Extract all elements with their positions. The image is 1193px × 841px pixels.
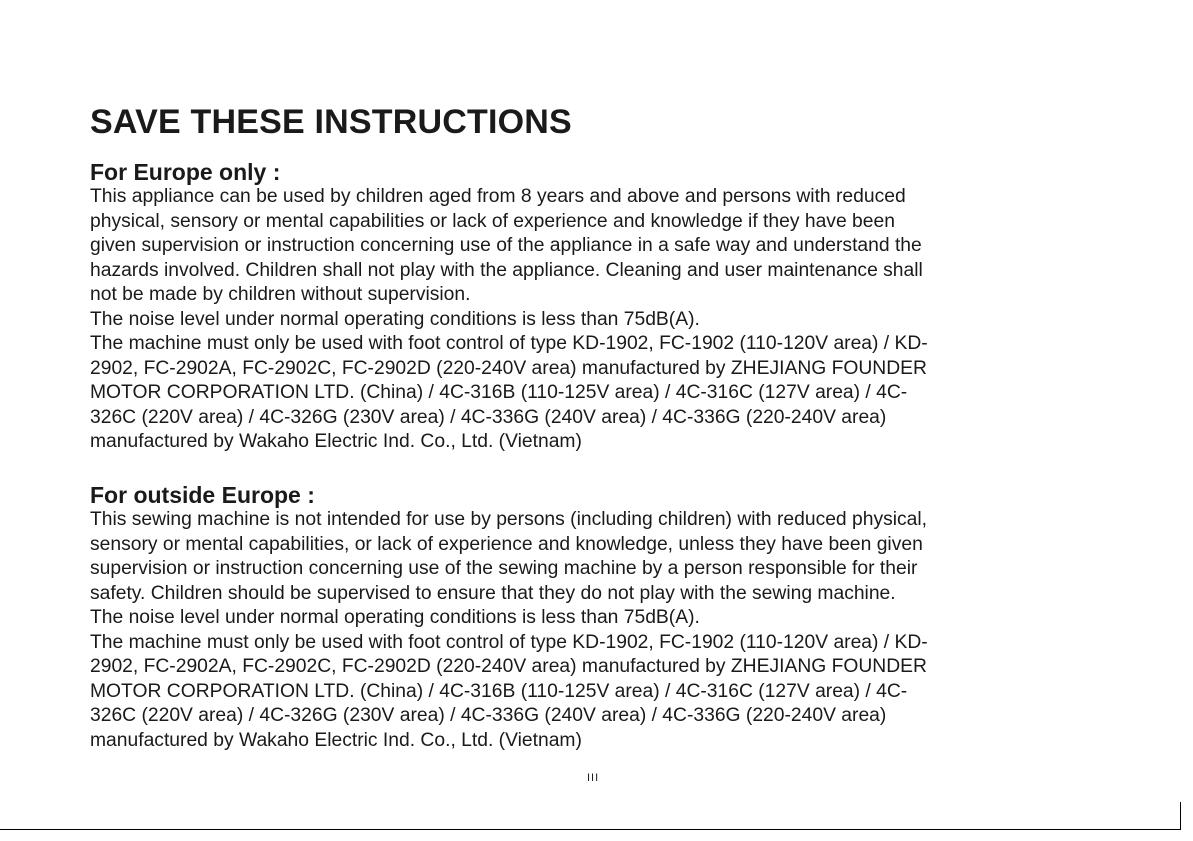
outside-europe-section-heading: For outside Europe :: [90, 482, 315, 508]
page-number: III: [587, 772, 600, 784]
outside-europe-line: safety. Children should be supervised to ensure that they do not play with the sewing machine.: [90, 582, 896, 604]
europe-section-body: [90, 185, 1100, 455]
bottom-divider: [0, 829, 1180, 830]
europe-line: not be made by children without supervision.: [90, 284, 471, 305]
corner-divider: [1180, 802, 1181, 830]
page-title: SAVE THESE INSTRUCTIONS: [90, 103, 572, 141]
outside-europe-section-body: [90, 508, 1100, 753]
outside-europe-line: supervision or instruction concerning use of the sewing machine by a person responsible for their: [90, 558, 918, 579]
outside-europe-line: 326C (220V area) / 4C-326G (230V area) / 4C-336G (240V area) / 4C-336G (220-240V area): [90, 705, 887, 726]
outside-europe-line: MOTOR CORPORATION LTD. (China) / 4C-316B (110-125V area) / 4C-316C (127V area) / 4C-: [90, 680, 908, 702]
europe-line: MOTOR CORPORATION LTD. (China) / 4C-316B (110-125V area) / 4C-316C (127V area) / 4C-: [90, 382, 908, 403]
outside-europe-line: The noise level under normal operating conditions is less than 75dB(A).: [90, 607, 700, 628]
europe-line: The noise level under normal operating conditions is less than 75dB(A).: [90, 308, 700, 330]
europe-line: manufactured by Wakaho Electric Ind. Co., Ltd. (Vietnam): [90, 431, 582, 452]
outside-europe-line: manufactured by Wakaho Electric Ind. Co., Ltd. (Vietnam): [90, 729, 582, 751]
outside-europe-line: sensory or mental capabilities, or lack of experience and knowledge, unless they have been given: [90, 533, 923, 555]
europe-line: physical, sensory or mental capabilities or lack of experience and knowledge if they have been: [90, 210, 895, 232]
outside-europe-line: 2902, FC-2902A, FC-2902C, FC-2902D (220-240V area) manufactured by ZHEJIANG FOUNDER: [90, 656, 927, 677]
europe-line: given supervision or instruction concerning use of the appliance in a safe way and understand the: [90, 235, 922, 256]
europe-section-heading: For Europe only :: [90, 159, 281, 185]
outside-europe-line: This sewing machine is not intended for use by persons (including children) with reduced physical,: [90, 509, 928, 530]
outside-europe-line: The machine must only be used with foot control of type KD-1902, FC-1902 (110-120V area) / KD-: [90, 631, 928, 653]
europe-line: 326C (220V area) / 4C-326G (230V area) / 4C-336G (240V area) / 4C-336G (220-240V area): [90, 406, 887, 428]
europe-line: 2902, FC-2902A, FC-2902C, FC-2902D (220-240V area) manufactured by ZHEJIANG FOUNDER: [90, 357, 927, 379]
europe-line: The machine must only be used with foot control of type KD-1902, FC-1902 (110-120V area) / KD-: [90, 333, 928, 354]
europe-line: This appliance can be used by children aged from 8 years and above and persons with reduced: [90, 186, 906, 207]
europe-line: hazards involved. Children shall not play with the appliance. Cleaning and user maintenance shall: [90, 259, 923, 281]
